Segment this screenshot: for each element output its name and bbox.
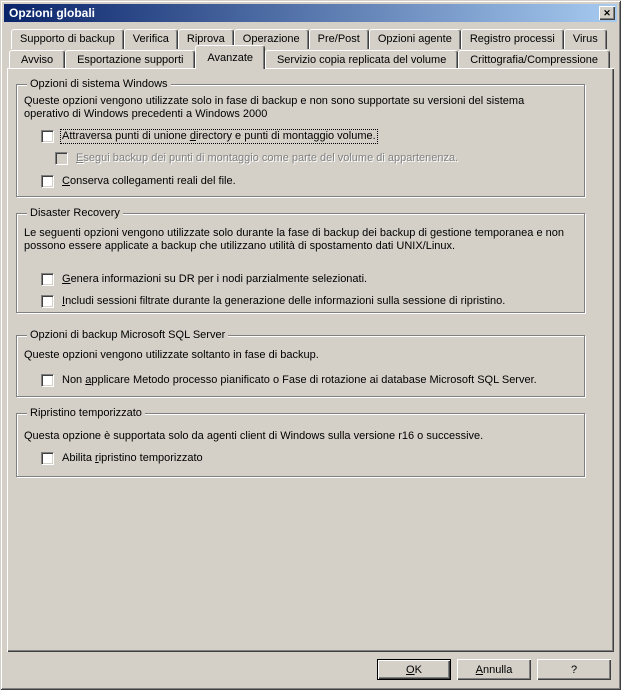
tab-row-1: [11, 29, 603, 49]
tab-operazione[interactable]: Operazione: [234, 29, 309, 49]
tab-supporto-di-backup[interactable]: Supporto di backup: [11, 29, 124, 49]
help-button[interactable]: ?: [537, 659, 611, 680]
group-description: Queste opzioni vengono utilizzate soltanto in fase di backup.: [24, 349, 319, 361]
tab-riprova[interactable]: Riprova: [178, 29, 234, 49]
checkbox-label: Attraversa punti di unione directory e punti di montaggio volume.: [62, 130, 376, 142]
checkbox-label: Includi sessioni filtrate durante la generazione delle informazioni sulla sessione di ripristino.: [62, 295, 506, 307]
group-disaster-recovery: [16, 207, 585, 313]
group-title: Disaster Recovery: [27, 208, 123, 219]
group-opzioni-sistema-windows: [16, 78, 585, 197]
tab-avviso[interactable]: Avviso: [9, 50, 65, 68]
checkbox-label: Genera informazioni su DR per i nodi parzialmente selezionati.: [62, 273, 368, 285]
group-description: Le seguenti opzioni vengono utilizzate solo durante la fase di backup dei backup di gestione temporanea e non possono essere applicate a backup che utilizzano utilità di spostamento dati UNIX/Linux.: [24, 227, 564, 252]
checkbox-box: [41, 130, 54, 143]
close-button[interactable]: [599, 6, 615, 20]
checkbox-label: Conserva collegamenti reali del file.: [62, 175, 236, 187]
tab-virus[interactable]: Virus: [564, 29, 607, 49]
checkbox-includi-sessioni-filtrate[interactable]: [41, 295, 584, 309]
tab-servizio-copia-replicata[interactable]: Servizio copia replicata del volume: [265, 50, 458, 68]
tab-row-2: [9, 50, 610, 68]
checkbox-genera-informazioni-dr[interactable]: [41, 273, 584, 287]
checkbox-box: [41, 175, 54, 188]
checkbox-box: [41, 374, 54, 387]
tab-crittografia-compressione[interactable]: Crittografia/Compressione: [458, 50, 610, 68]
group-title: Opzioni di sistema Windows: [27, 79, 171, 90]
tab-esportazione-supporti[interactable]: Esportazione supporti: [65, 50, 195, 68]
checkbox-box: [41, 273, 54, 286]
checkbox-abilita-ripristino-temporizzato[interactable]: [41, 452, 584, 466]
tab-registro-processi[interactable]: Registro processi: [461, 29, 564, 49]
group-title: Ripristino temporizzato: [27, 408, 145, 419]
ok-button[interactable]: OK: [377, 659, 451, 680]
checkbox-label: Esegui backup dei punti di montaggio come parte del volume di appartenenza.: [76, 152, 459, 164]
window-title: Opzioni globali: [9, 6, 95, 20]
checkbox-non-applicare-metodo[interactable]: [41, 374, 584, 388]
tab-opzioni-agente[interactable]: Opzioni agente: [369, 29, 461, 49]
group-ripristino-temporizzato: [16, 407, 585, 477]
checkbox-label: Abilita ripristino temporizzato: [62, 452, 203, 464]
group-description: Questa opzione è supportata solo da agenti client di Windows sulla versione r16 o successive.: [24, 430, 484, 442]
checkbox-conserva-collegamenti[interactable]: [41, 175, 584, 189]
close-icon: ✕: [603, 7, 611, 18]
group-title: Opzioni di backup Microsoft SQL Server: [27, 330, 228, 341]
cancel-button[interactable]: Annulla: [457, 659, 531, 680]
checkbox-esegui-backup-punti-montaggio: [55, 152, 584, 166]
tab-page-avanzate: [7, 68, 614, 652]
checkbox-box: [41, 452, 54, 465]
checkbox-box: [55, 152, 68, 165]
tab-pre-post[interactable]: Pre/Post: [309, 29, 369, 49]
tab-avanzate-active[interactable]: Avanzate: [195, 45, 265, 69]
tab-verifica[interactable]: Verifica: [124, 29, 178, 49]
group-backup-sql-server: [16, 329, 585, 397]
group-description: Queste opzioni vengono utilizzate solo in fase di backup e non sono supportate su versioni del sistema operativo di Windows precedenti a Windows 2000: [24, 95, 525, 120]
title-bar[interactable]: [4, 4, 617, 22]
checkbox-attraversa-punti-unione[interactable]: [41, 130, 584, 144]
checkbox-box: [41, 295, 54, 308]
checkbox-label: Non applicare Metodo processo pianificato o Fase di rotazione ai database Microsoft SQL Server.: [62, 374, 537, 386]
